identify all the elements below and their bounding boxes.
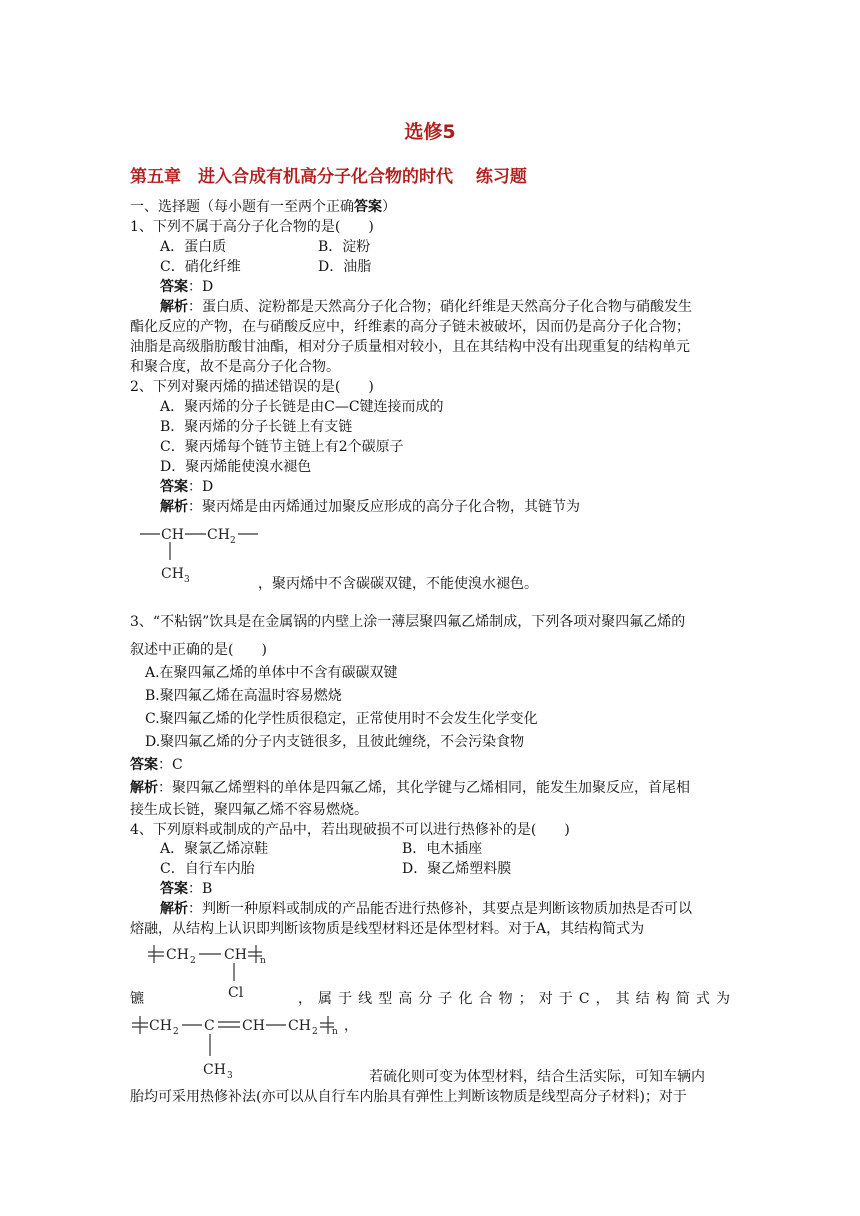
pvc-formula bbox=[146, 937, 286, 1003]
q3-explanation-line2: 接生成长链，聚四氟乙烯不容易燃烧。 bbox=[130, 802, 368, 818]
q2-explanation-line1 bbox=[160, 498, 580, 516]
q2-explanation-line2: ，聚丙烯中不含碳碳双键，不能使溴水褪色。 bbox=[258, 576, 538, 592]
q1-explanation-line3: 油脂是高级脂肪酸甘油酯，相对分子质量相对较小，且在其结构中没有出现重复的结构单元 bbox=[130, 339, 690, 355]
q2-option-b: B．聚丙烯的分子长链上有支链 bbox=[160, 419, 353, 435]
rubber-n: n bbox=[332, 1027, 338, 1037]
q4-answer bbox=[160, 880, 212, 898]
rubber-comma: ， bbox=[344, 1018, 358, 1034]
q2-answer bbox=[160, 478, 213, 496]
q3-option-c: C.聚四氟乙烯的化学性质很稳定，正常使用时不会发生化学变化 bbox=[145, 711, 538, 727]
q2-option-a: A．聚丙烯的分子长链是由C—C键连接而成的 bbox=[160, 399, 444, 415]
q4-option-d: D．聚乙烯塑料膜 bbox=[402, 861, 512, 877]
q4-option-a: A．聚氯乙烯凉鞋 bbox=[160, 841, 269, 857]
q3-stem-line1: 3、“不粘锅”饮具是在金属锅的内壁上涂一薄层聚四氟乙烯制成，下列各项对聚四氟乙烯的 bbox=[130, 614, 686, 630]
formula-ch: CH bbox=[161, 527, 184, 543]
q1-expl-label: 解析 bbox=[160, 299, 188, 315]
pvc-n: n bbox=[260, 956, 266, 966]
rubber-c: C bbox=[204, 1018, 215, 1034]
q4-answer-label: 答案 bbox=[160, 881, 188, 897]
q3-answer-value: ：C bbox=[158, 757, 183, 773]
q1-answer bbox=[160, 278, 213, 296]
formula-ch2: CH bbox=[207, 527, 230, 543]
q1-explanation-line2: 酯化反应的产物，在与硝酸反应中，纤维素的高分子链未被破坏，因而仍是高分子化合物； bbox=[130, 319, 690, 335]
q3-expl-label: 解析 bbox=[130, 780, 158, 796]
q3-answer-label: 答案 bbox=[130, 757, 158, 773]
rubber-ch2-b-subscript: 2 bbox=[312, 1027, 318, 1037]
rubber-ch3: CH bbox=[203, 1062, 226, 1078]
section-intro-prefix: 一、选择题（每小题有一至两个正确 bbox=[130, 199, 354, 215]
q3-option-d: D.聚四氟乙烯的分子内支链很多，且彼此缠绕，不会污染食物 bbox=[145, 734, 525, 750]
q2-expl-text1: ：聚丙烯是由丙烯通过加聚反应形成的高分子化合物，其链节为 bbox=[188, 499, 580, 515]
rubber-ch2-b: CH bbox=[288, 1018, 311, 1034]
q4-stem: 4、下列原料或制成的产品中，若出现破损不可以进行热修补的是( ) bbox=[130, 822, 570, 838]
q4-explanation-line2: 熔融，从结构上认识即判断该物质是线型材料还是体型材料。对于A，其结构简式为 bbox=[130, 921, 645, 937]
q3-option-b: B.聚四氟乙烯在高温时容易燃烧 bbox=[145, 688, 342, 704]
q3-answer bbox=[130, 756, 183, 774]
q4-explanation-line3: ，属于线型高分子化合物；对于C，其结构简式为 bbox=[298, 991, 730, 1007]
q1-answer-value: ：D bbox=[188, 279, 214, 295]
formula-ch3: CH bbox=[161, 566, 184, 582]
polyisoprene-formula bbox=[130, 1010, 362, 1082]
q3-explanation-line1 bbox=[130, 779, 690, 797]
q1-stem: 1、下列不属于高分子化合物的是( ) bbox=[130, 219, 374, 235]
q4-explanation-line1 bbox=[160, 900, 692, 918]
q1-option-b: B．淀粉 bbox=[318, 239, 371, 255]
section-intro bbox=[130, 198, 396, 216]
q4-option-b: B．电木插座 bbox=[402, 841, 483, 857]
section-intro-bold: 答案 bbox=[354, 199, 382, 215]
pvc-ch2: CH bbox=[166, 947, 189, 963]
q2-answer-label: 答案 bbox=[160, 479, 188, 495]
rubber-ch2-a-subscript: 2 bbox=[173, 1027, 179, 1037]
q4-explanation-line5: 胎均可采用热修补法(亦可以从自行车内胎具有弹性上判断该物质是线型高分子材料)；对于 bbox=[130, 1089, 687, 1105]
rubber-ch2-a: CH bbox=[149, 1018, 172, 1034]
q3-stem-line2: 叙述中正确的是( ) bbox=[130, 642, 267, 658]
q2-option-c: C．聚丙烯每个链节主链上有2个碳原子 bbox=[160, 439, 404, 455]
q3-option-a: A.在聚四氟乙烯的单体中不含有碳碳双键 bbox=[145, 665, 398, 681]
q1-expl-text1: ：蛋白质、淀粉都是天然高分子化合物；硝化纤维是天然高分子化合物与硝酸发生 bbox=[188, 299, 692, 315]
q4-option-c: C．自行车内胎 bbox=[160, 861, 255, 877]
pvc-ch: CH bbox=[224, 947, 247, 963]
polypropylene-formula bbox=[136, 520, 276, 586]
q1-explanation-line1 bbox=[160, 298, 692, 316]
rubber-ch: CH bbox=[242, 1018, 265, 1034]
pvc-cl: Cl bbox=[228, 985, 244, 1001]
q2-expl-label: 解析 bbox=[160, 499, 188, 515]
q1-option-d: D．油脂 bbox=[318, 259, 372, 275]
section-intro-suffix: ） bbox=[382, 199, 396, 215]
rubber-ch3-subscript: 3 bbox=[227, 1071, 233, 1081]
q3-expl-text1: ：聚四氟乙烯塑料的单体是四氟乙烯，其化学键与乙烯相同，能发生加聚反应，首尾相 bbox=[158, 780, 690, 796]
document-title: 选修5 bbox=[404, 121, 456, 143]
q2-stem: 2、下列对聚丙烯的描述错误的是( ) bbox=[130, 379, 374, 395]
q4-expl-text1: ：判断一种原料或制成的产品能否进行热修补，其要点是判断该物质加热是否可以 bbox=[188, 901, 692, 917]
q4-explanation-line4: 若硫化则可变为体型材料，结合生活实际，可知车辆内 bbox=[369, 1069, 705, 1085]
q1-option-c: C．硝化纤维 bbox=[160, 259, 241, 275]
formula-ch3-subscript: 3 bbox=[184, 575, 190, 585]
q2-answer-value: ：D bbox=[188, 479, 214, 495]
q1-answer-label: 答案 bbox=[160, 279, 188, 295]
q1-explanation-line4: 和聚合度，故不是高分子化合物。 bbox=[130, 359, 340, 375]
q4-answer-value: ：B bbox=[188, 881, 213, 897]
pvc-ch2-subscript: 2 bbox=[190, 956, 196, 966]
formula-ch2-subscript: 2 bbox=[230, 536, 236, 546]
chapter-title: 第五章 进入合成有机高分子化合物的时代 练习题 bbox=[130, 167, 527, 187]
q2-option-d: D．聚丙烯能使溴水褪色 bbox=[160, 459, 312, 475]
q4-expl-label: 解析 bbox=[160, 901, 188, 917]
q1-option-a: A．蛋白质 bbox=[160, 239, 227, 255]
q4-explanation-prefix3: 镳 bbox=[130, 991, 144, 1007]
